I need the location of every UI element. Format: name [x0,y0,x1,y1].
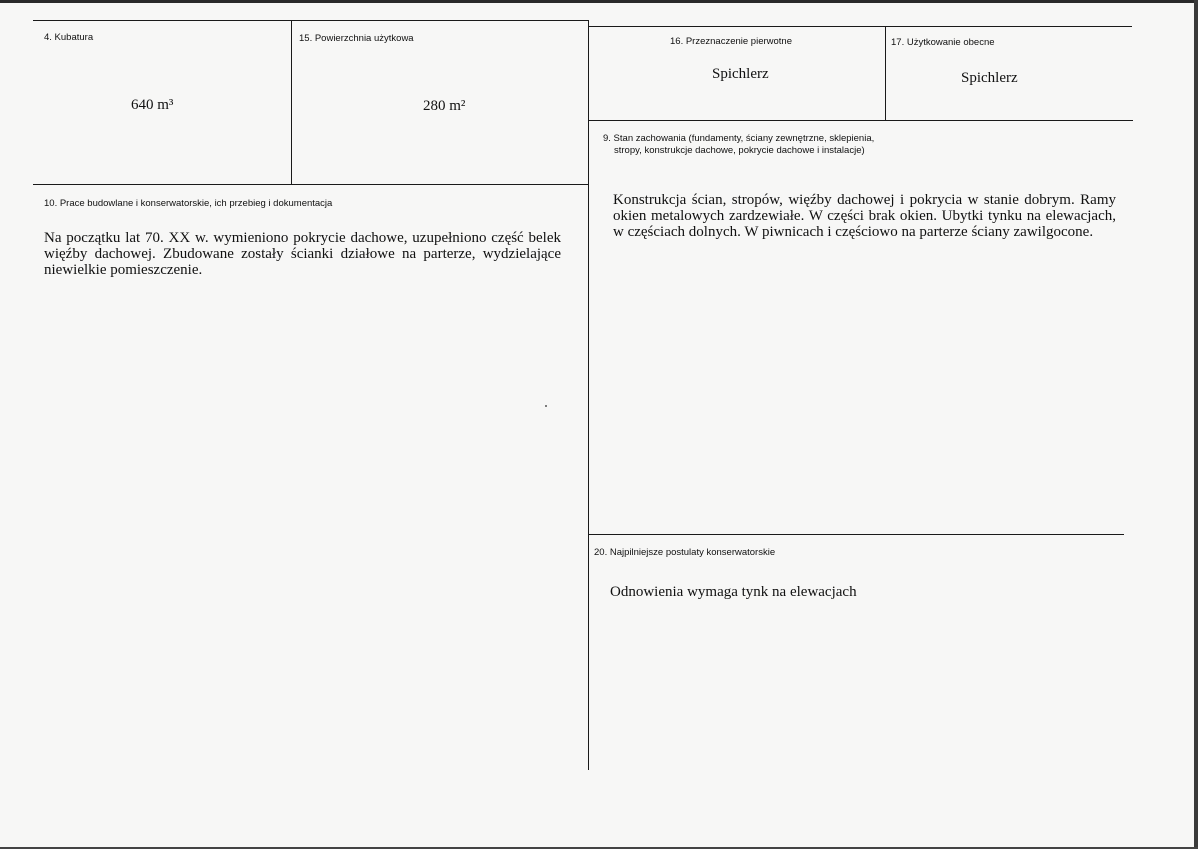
uzytkowanie-label: 17. Użytkowanie obecne [891,37,995,48]
kubatura-value: 640 m³ [131,97,174,113]
uzytkowanie-value: Spichlerz [961,70,1018,86]
postulaty-text: Odnowienia wymaga tynk na elewacjach [610,584,857,600]
divider-przeznaczenie-uzytkowanie [885,26,886,120]
powierzchnia-label: 15. Powierzchnia użytkowa [299,33,414,44]
stan-zachowania-label-line2: stropy, konstrukcje dachowe, pokrycie dachowe i instalacje) [614,145,865,156]
center-divider [588,20,589,770]
rule-above-postulaty [589,534,1124,535]
rule-under-przeznaczenie [589,120,1133,121]
prace-budowlane-label: 10. Prace budowlane i konserwatorskie, ich przebieg i dokumentacja [44,198,333,209]
scan-speck [545,405,547,407]
divider-kubatura-powierzchnia [291,20,292,184]
przeznaczenie-label: 16. Przeznaczenie pierwotne [670,36,792,47]
page-edge-top [0,0,1198,3]
top-rule-right [589,26,1132,27]
przeznaczenie-value: Spichlerz [712,66,769,82]
powierzchnia-value: 280 m² [423,98,466,114]
stan-zachowania-text: Konstrukcja ścian, stropów, więźby dachowej i pokrycia w stanie dobrym. Ramy okien metalowych zardzewiałe. W części brak okien. Ubytki tynku na elewacjach, w częściach dolnych. W piwnicach i częściowo na parterze ściany zawilgocone. [613,192,1116,240]
postulaty-label: 20. Najpilniejsze postulaty konserwatorskie [594,547,776,558]
kubatura-label: 4. Kubatura [44,32,94,43]
rule-under-kubatura [33,184,589,185]
page-edge-right [1194,0,1198,849]
prace-budowlane-text: Na początku lat 70. XX w. wymieniono pokrycie dachowe, uzupełniono część belek więźby dachowej. Zbudowane zostały ścianki działowe na parterze, wydzielające niewielkie pomieszczenie. [44,230,561,278]
top-rule [33,20,589,21]
stan-zachowania-label-line1: 9. Stan zachowania (fundamenty, ściany zewnętrzne, sklepienia, [603,133,875,144]
